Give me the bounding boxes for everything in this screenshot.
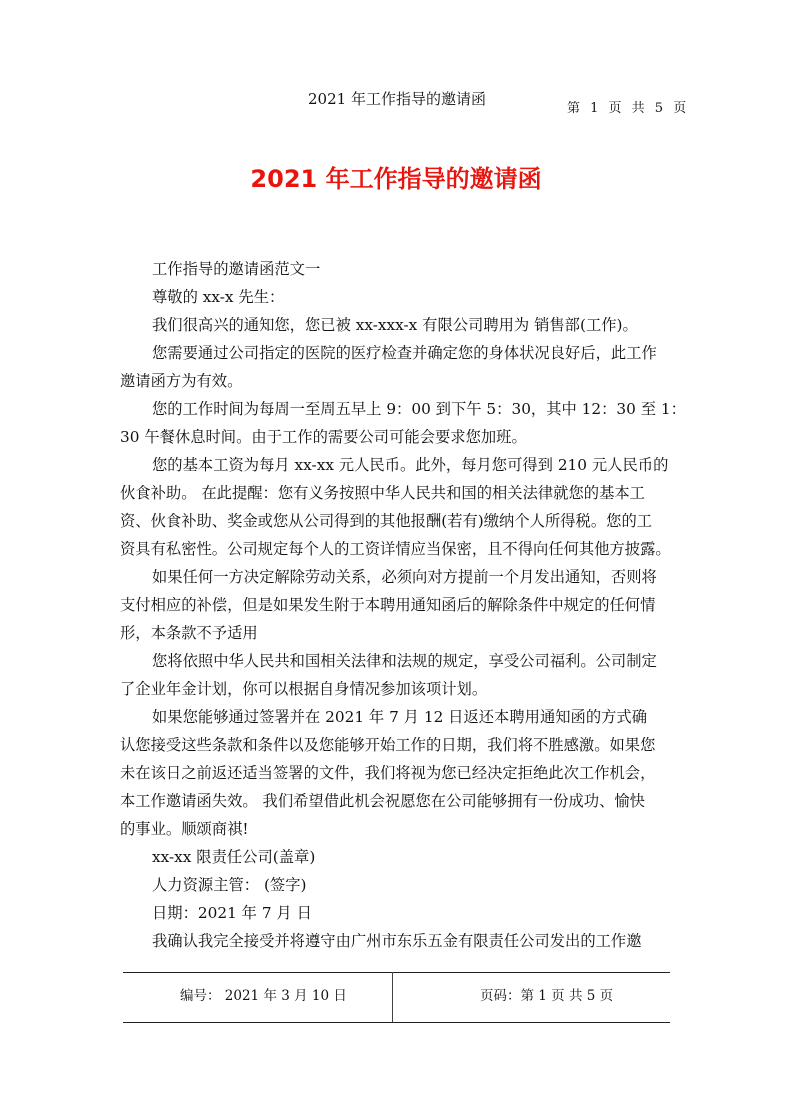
footer-page-number: 页码：第 1 页 共 5 页 <box>480 988 614 1004</box>
running-header-page-indicator: 第 1 页 共 5 页 <box>567 101 690 116</box>
running-header-title: 2021 年工作指导的邀请函 <box>308 90 486 108</box>
body-line: 形，本条款不予适用 <box>120 624 258 642</box>
body-line: 我确认我完全接受并将遵守由广州市东乐五金有限责任公司发出的工作邀 <box>152 932 642 950</box>
body-line: 尊敬的 xx-x 先生： <box>152 288 285 306</box>
body-line: 本工作邀请函失效。 我们希望借此机会祝愿您在公司能够拥有一份成功、愉快 <box>120 792 645 810</box>
body-line: 邀请函方为有效。 <box>120 372 243 390</box>
body-line: 工作指导的邀请函范文一 <box>152 260 321 278</box>
document-title: 2021 年工作指导的邀请函 <box>250 165 542 193</box>
body-line: 您需要通过公司指定的医院的医疗检查并确定您的身体状况良好后，此工作 <box>152 344 657 362</box>
body-line: 伙食补助。 在此提醒：您有义务按照中华人民共和国的相关法律就您的基本工 <box>120 484 645 502</box>
body-line: 您将依照中华人民共和国相关法律和法规的规定，享受公司福利。公司制定 <box>152 652 657 670</box>
body-line: 未在该日之前返还适当签署的文件，我们将视为您已经决定拒绝此次工作机会， <box>120 764 656 782</box>
signature-date: 日期：2021 年 7 月 日 <box>152 904 312 922</box>
footer-top-rule <box>123 972 670 973</box>
body-line: 了企业年金计划，你可以根据自身情况参加该项计划。 <box>120 680 488 698</box>
body-line: 您的基本工资为每月 xx-xx 元人民币。此外，每月您可得到 210 元人民币的 <box>152 456 669 474</box>
body-line: 资、伙食补助、奖金或您从公司得到的其他报酬(若有)缴纳个人所得税。您的工 <box>120 512 653 530</box>
footer-divider <box>392 972 393 1022</box>
body-line: 如果任何一方决定解除劳动关系，必须向对方提前一个月发出通知，否则将 <box>152 568 657 586</box>
body-line: 资具有私密性。公司规定每个人的工资详情应当保密，且不得向任何其他方披露。 <box>120 540 671 558</box>
body-line: 30 午餐休息时间。由于工作的需要公司可能会要求您加班。 <box>120 428 527 446</box>
body-line: 如果您能够通过签署并在 2021 年 7 月 12 日返还本聘用通知函的方式确 <box>152 708 648 726</box>
footer-bottom-rule <box>123 1022 670 1023</box>
body-line: 我们很高兴的通知您，您已被 xx-xxx-x 有限公司聘用为 销售部(工作)。 <box>152 316 638 334</box>
body-line: 支付相应的补偿，但是如果发生附于本聘用通知函后的解除条件中规定的任何情 <box>120 596 656 614</box>
body-line: 认您接受这些条款和条件以及您能够开始工作的日期，我们将不胜感激。如果您 <box>120 736 656 754</box>
body-line: 的事业。顺颂商祺! <box>120 820 249 838</box>
footer-serial-number: 编号： 2021 年 3 月 10 日 <box>180 988 347 1004</box>
signature-hr: 人力资源主管： (签字) <box>152 876 307 894</box>
body-line: 您的工作时间为每周一至周五早上 9：00 到下午 5：30，其中 12：30 至 1： <box>152 400 686 418</box>
signature-company: xx-xx 限责任公司(盖章) <box>152 848 316 866</box>
